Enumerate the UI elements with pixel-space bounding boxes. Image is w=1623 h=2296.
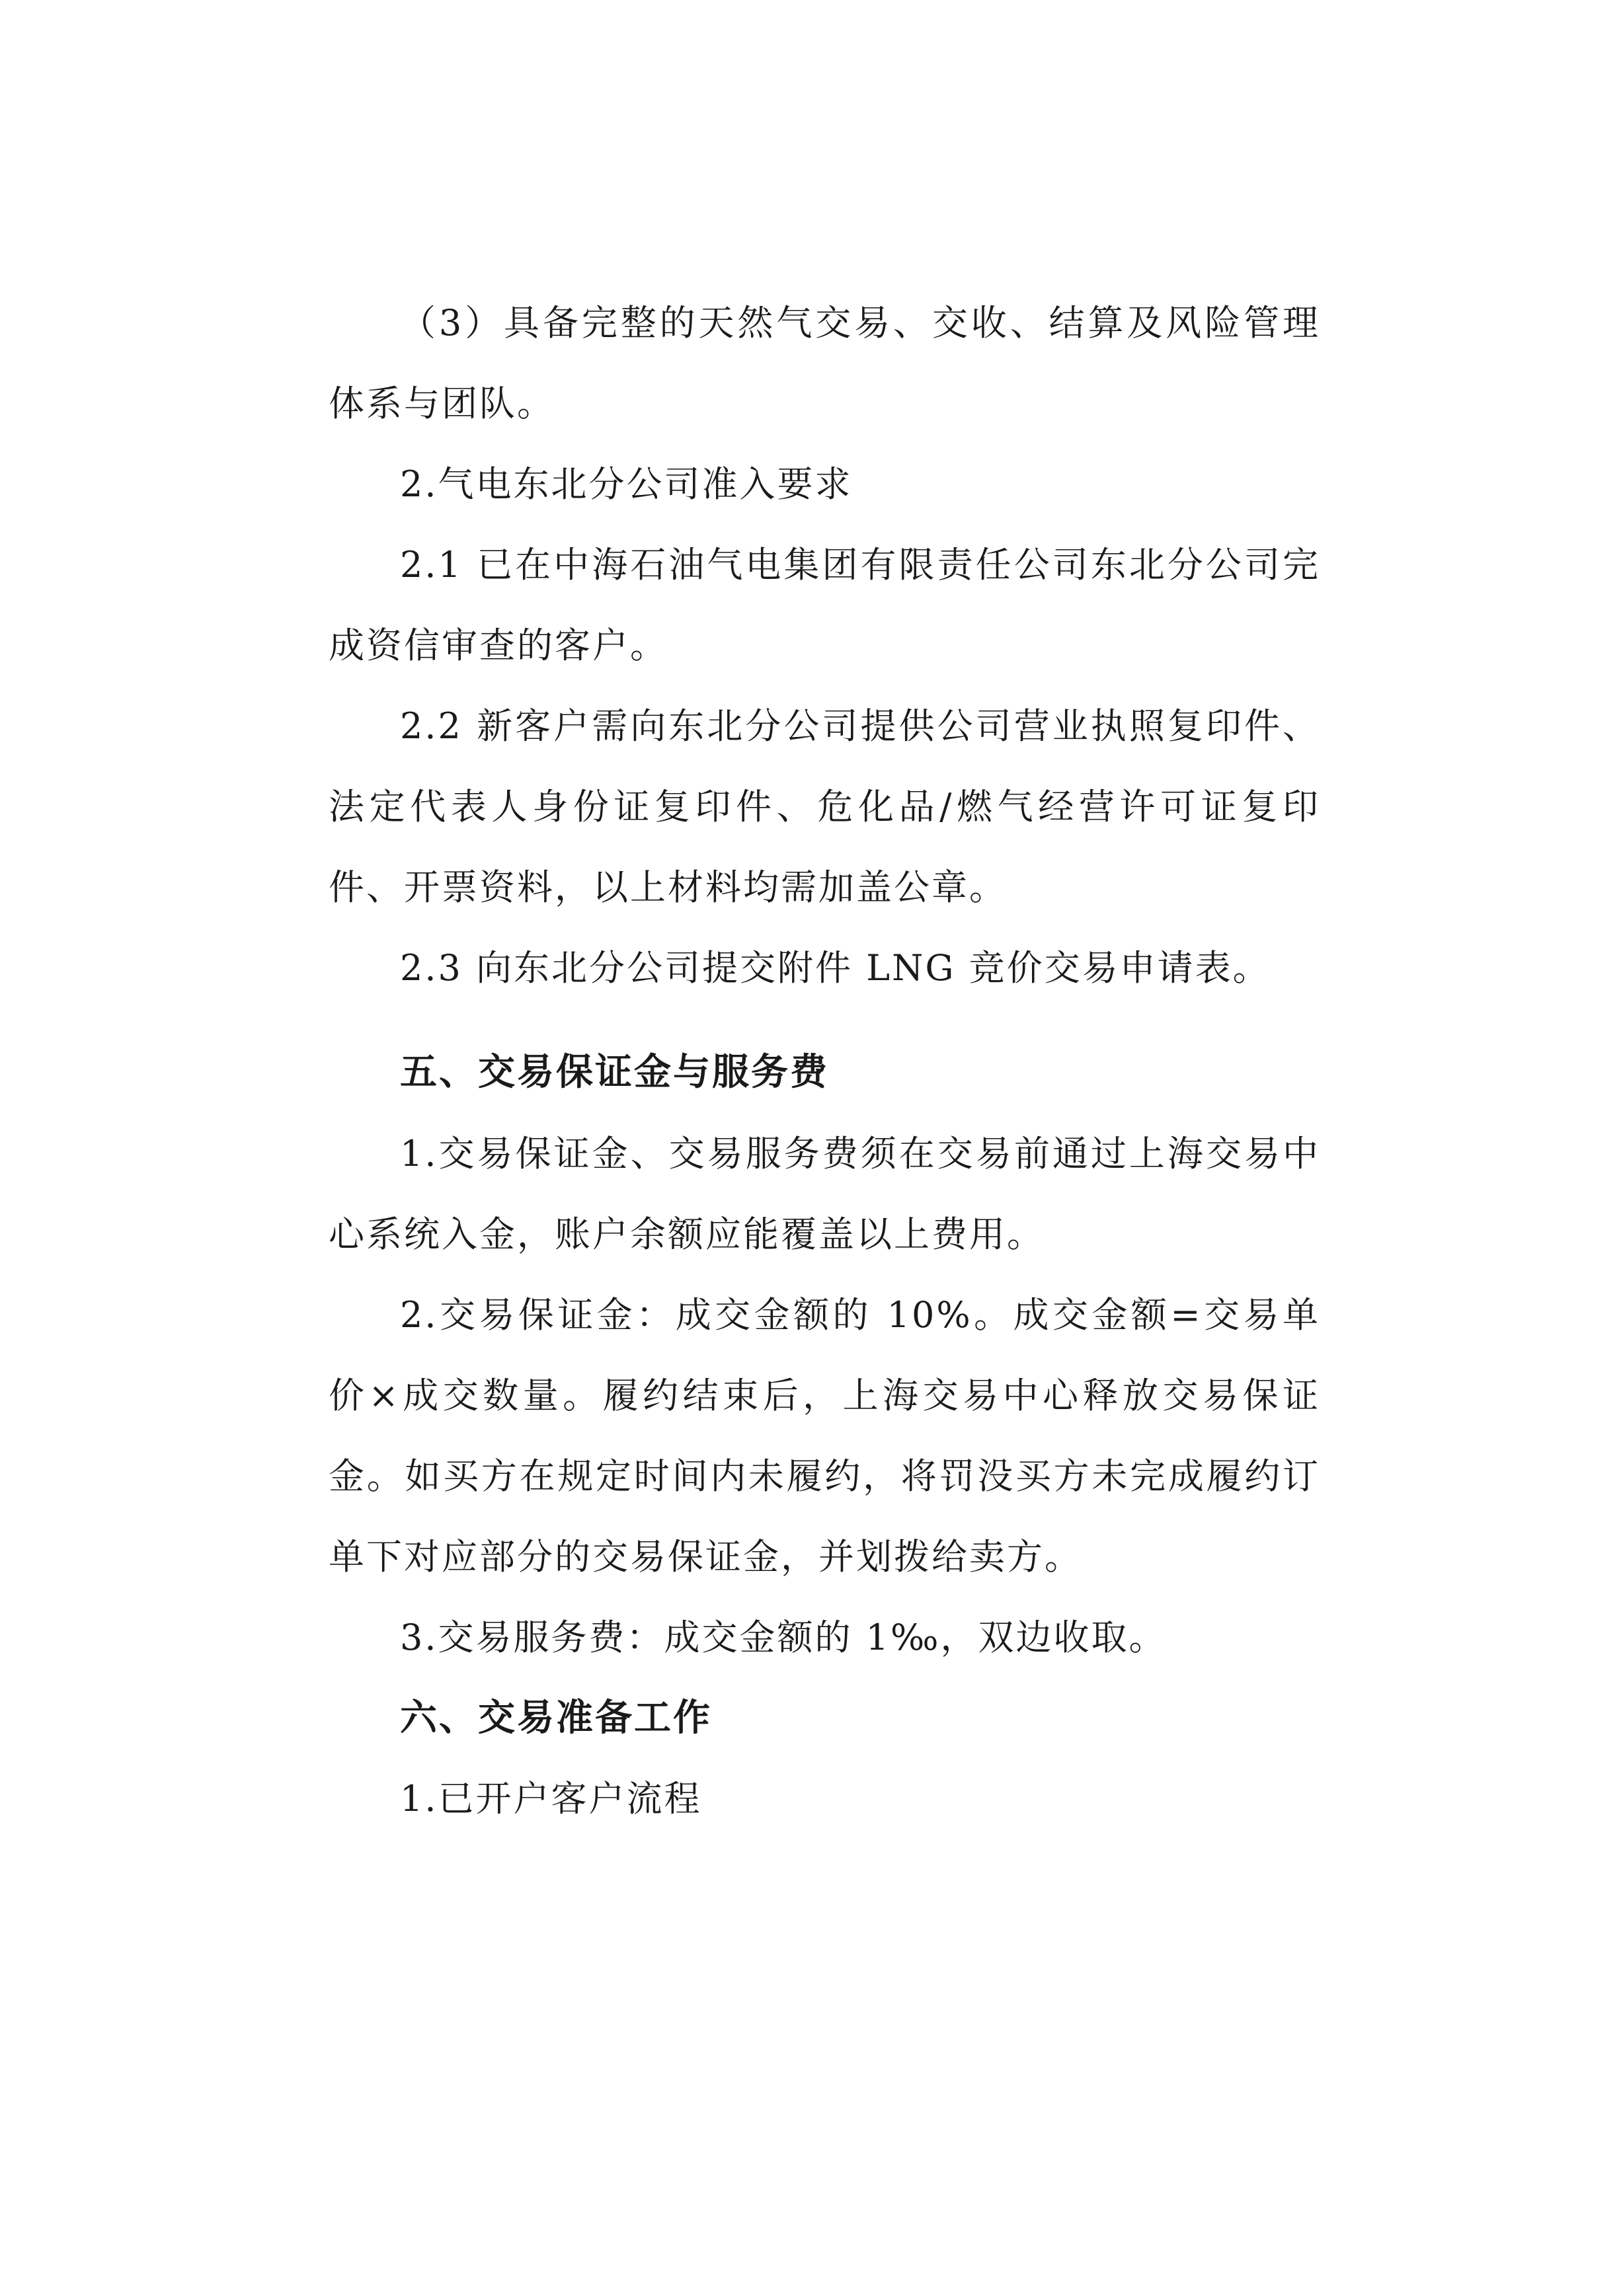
paragraph-risk-management: （3）具备完整的天然气交易、交收、结算及风险管理体系与团队。 xyxy=(329,302,1320,424)
section-heading-preparation: 六、交易准备工作 xyxy=(400,1697,712,1740)
paragraph-new-customer-materials: 2.2 新客户需向东北分公司提供公司营业执照复印件、法定代表人身份证复印件、危化品/燃气经营许可证复印件、开票资料，以上材料均需加盖公章。 xyxy=(329,705,1320,908)
paragraph-service-fee: 3.交易服务费：成交金额的 1‰，双边收取。 xyxy=(400,1617,1167,1658)
paragraph-application-form: 2.3 向东北分公司提交附件 LNG 竞价交易申请表。 xyxy=(400,947,1271,989)
paragraph-existing-customer-process: 1.已开户客户流程 xyxy=(400,1778,702,1819)
paragraph-deposit-funding: 1.交易保证金、交易服务费须在交易前通过上海交易中心系统入金，账户余额应能覆盖以上费用。 xyxy=(329,1133,1320,1255)
paragraph-admission-title: 2.气电东北分公司准入要求 xyxy=(400,463,853,505)
paragraph-credit-review: 2.1 已在中海石油气电集团有限责任公司东北分公司完成资信审查的客户。 xyxy=(329,544,1320,666)
section-heading-deposit-fees: 五、交易保证金与服务费 xyxy=(400,1051,829,1094)
paragraph-deposit-rate: 2.交易保证金：成交金额的 10%。成交金额=交易单价×成交数量。履约结束后，上海交易中心释放交易保证金。如买方在规定时间内未履约，将罚没买方未完成履约订单下对应部分的交易保证金，并划拨给卖方。 xyxy=(329,1294,1320,1578)
